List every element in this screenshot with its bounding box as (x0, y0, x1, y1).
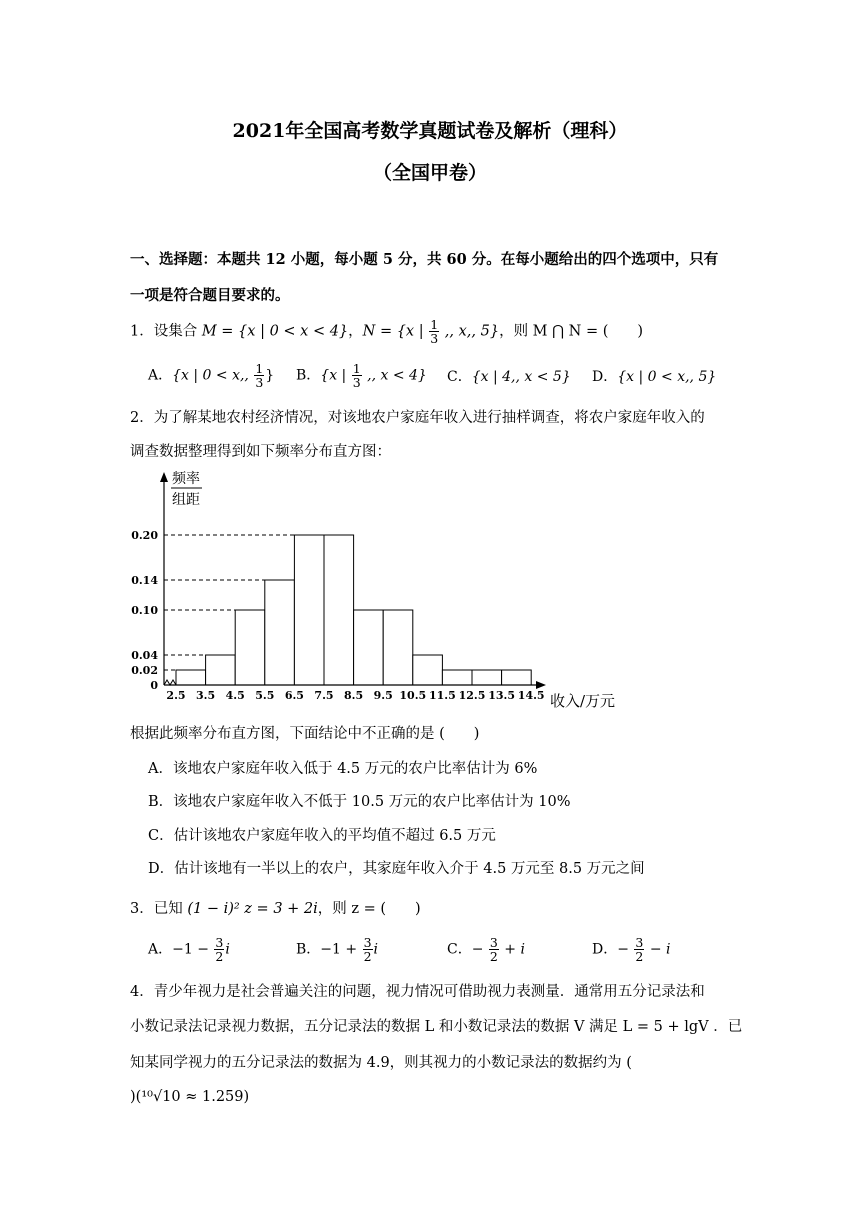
page-title: 2021年全国高考数学真题试卷及解析（理科） (232, 120, 628, 142)
fraction (363, 936, 373, 963)
y-axis-label-top: 频率 (172, 471, 200, 487)
fraction-denominator: 3 (255, 375, 264, 390)
fraction-numerator: 3 (215, 935, 224, 950)
option-label: A． (148, 367, 173, 384)
page-subtitle: （全国甲卷） (372, 162, 487, 184)
histogram-bar (235, 610, 265, 685)
q1-option-b[interactable] (296, 362, 427, 389)
q1-pre: 设集合 (153, 323, 202, 340)
y-tick-label: 0.14 (131, 574, 158, 587)
histogram-bar (265, 580, 295, 685)
q1-set-m: M = {x | 0 < x < 4} (201, 323, 349, 340)
option-text: − (617, 941, 634, 958)
option-label: D． (592, 369, 618, 385)
fraction-numerator: 3 (363, 935, 372, 950)
q3-expression: (1 − i)² z = 3 + 2i (187, 901, 318, 917)
option-text-end: } (265, 367, 275, 384)
q1-option-a[interactable] (148, 362, 274, 389)
y-tick-label: 0.02 (131, 664, 158, 677)
option-text: − (471, 941, 488, 958)
y-tick-label: 0.10 (131, 604, 158, 617)
option-text: {x | (320, 367, 351, 384)
q2-option-c[interactable]: C．估计该地农户家庭年收入的平均值不超过 6.5 万元 (148, 828, 496, 844)
fraction-numerator: 3 (635, 935, 644, 950)
q1-post: ，则 M ⋂ N = ( ) (499, 323, 644, 340)
x-tick-label: 14.5 (517, 689, 545, 702)
option-text: −1 − (172, 941, 214, 958)
fraction (489, 936, 499, 963)
fraction (429, 318, 439, 345)
histogram-bar (354, 610, 384, 685)
option-label: C． (447, 941, 472, 958)
x-tick-label: 7.5 (314, 689, 334, 702)
q3-option-d[interactable] (592, 936, 670, 963)
y-axis-arrow (160, 472, 168, 482)
histogram-bar (176, 670, 206, 685)
histogram-bar (472, 670, 502, 685)
fraction-numerator: 1 (352, 361, 361, 376)
frequency-histogram (130, 466, 630, 716)
q2-option-d[interactable]: D．估计该地有一半以上的农户，其家庭年收入介于 4.5 万元至 8.5 万元之间 (148, 861, 645, 877)
x-tick-label: 10.5 (399, 689, 427, 702)
q3-option-c[interactable] (447, 936, 525, 963)
question-4-line-1: 4．青少年视力是社会普遍关注的问题，视力情况可借助视力表测量．通常用五分记录法和 (130, 984, 705, 1000)
question-number: 1． (130, 323, 154, 340)
histogram-bar (206, 655, 236, 685)
x-axis-label: 收入/万元 (550, 692, 616, 710)
option-label: B． (296, 941, 321, 958)
histogram-bar (294, 535, 324, 685)
histogram-bar (383, 610, 413, 685)
q3-stem-b: ，则 z = ( ) (317, 901, 421, 917)
y-axis-label-bottom: 组距 (172, 492, 200, 508)
fraction-denominator: 2 (363, 949, 372, 964)
fraction-numerator: 1 (430, 317, 439, 332)
histogram-bar (442, 670, 472, 685)
fraction (254, 362, 264, 389)
x-axis-arrow (536, 681, 546, 689)
option-label: C． (447, 369, 472, 385)
option-label: B． (296, 367, 321, 384)
q2-option-a[interactable]: A．该地农户家庭年收入低于 4.5 万元的农户比率估计为 6% (148, 761, 538, 777)
q3-option-b[interactable] (296, 936, 378, 963)
x-tick-label: 2.5 (166, 689, 186, 702)
q3-option-a[interactable] (148, 936, 230, 963)
x-tick-label: 8.5 (344, 689, 364, 702)
option-text: {x | 0 < x,, 5} (617, 369, 717, 385)
y-tick-label: 0.20 (131, 529, 158, 542)
fraction (214, 936, 224, 963)
x-tick-label: 12.5 (458, 689, 486, 702)
option-text-end: i (225, 941, 230, 958)
fraction (634, 936, 644, 963)
histogram-bar (324, 535, 354, 685)
y-tick-label: 0.04 (131, 649, 158, 662)
question-4-line-4: )(¹⁰√10 ≈ 1.259) (130, 1089, 250, 1105)
fraction-denominator: 2 (489, 949, 498, 964)
histogram-bar (502, 670, 532, 685)
question-2-line-2: 调查数据整理得到如下频率分布直方图： (130, 444, 391, 460)
x-tick-label: 6.5 (284, 689, 304, 702)
q1-set-n-b: ,, x,, 5} (440, 323, 500, 340)
option-text-end: + i (499, 941, 525, 958)
q1-option-c[interactable] (447, 366, 571, 386)
option-label: D． (592, 941, 618, 958)
section-line-2: 一项是符合题目要求的。 (130, 287, 290, 304)
option-text-end: i (373, 941, 379, 958)
x-tick-label: 13.5 (488, 689, 515, 702)
question-4-line-3: 知某同学视力的五分记录法的数据为 4.9，则其视力的小数记录法的数据约为 ( (130, 1055, 632, 1071)
fraction (352, 362, 362, 389)
q2-option-b[interactable]: B．该地农户家庭年收入不低于 10.5 万元的农户比率估计为 10% (148, 794, 571, 810)
question-3-stem (130, 897, 421, 918)
option-label: A． (148, 941, 173, 958)
q1-option-d[interactable] (592, 366, 716, 386)
x-tick-label: 3.5 (196, 689, 216, 702)
option-text: {x | 4,, x < 5} (471, 369, 571, 385)
question-1-stem (130, 318, 643, 345)
option-text-end: − i (645, 941, 671, 958)
fraction-denominator: 3 (430, 331, 439, 346)
section-line-1: 一、选择题：本题共 12 小题，每小题 5 分，共 60 分。在每小题给出的四个选项中，只有 (130, 251, 719, 268)
histogram-bar (413, 655, 443, 685)
x-tick-label: 11.5 (429, 689, 456, 702)
axis-break-mark (164, 680, 176, 685)
fraction-denominator: 2 (635, 949, 644, 964)
q1-set-n-a: N = {x | (362, 323, 429, 340)
x-tick-label: 5.5 (255, 689, 275, 702)
histogram-x-ticks (166, 689, 544, 702)
question-4-line-2: 小数记录法记录视力数据，五分记录法的数据 L 和小数记录法的数据 V 满足 L = 5 + lgV ．已 (130, 1019, 743, 1035)
question-2-line-1: 2．为了解某地农村经济情况，对该地农户家庭年收入进行抽样调查，将农户家庭年收入的 (130, 410, 705, 426)
x-tick-label: 9.5 (373, 689, 393, 702)
option-text: {x | 0 < x,, (172, 367, 254, 384)
fraction-denominator: 2 (215, 949, 224, 964)
fraction-denominator: 3 (352, 375, 361, 390)
q1-sep: ， (348, 323, 363, 340)
option-text-end: ,, x < 4} (362, 367, 427, 384)
question-2-after: 根据此频率分布直方图，下面结论中不正确的是 ( ) (130, 726, 480, 742)
x-tick-label: 4.5 (225, 689, 245, 702)
fraction-numerator: 1 (255, 361, 264, 376)
histogram-y-ticks (131, 529, 158, 692)
fraction-numerator: 3 (489, 935, 498, 950)
q3-stem-a: 3．已知 (130, 901, 188, 917)
y-tick-label: 0 (150, 679, 158, 692)
option-text: −1 + (320, 941, 362, 958)
